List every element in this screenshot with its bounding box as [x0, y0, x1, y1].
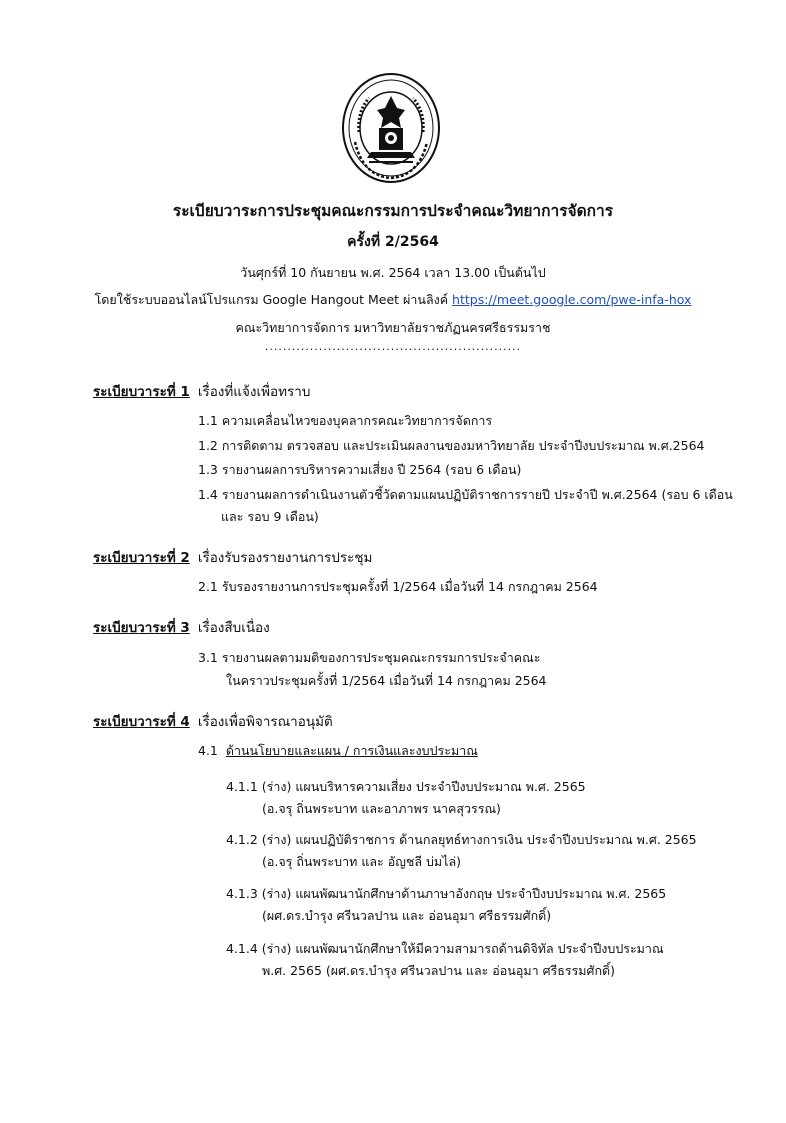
faculty-line: คณะวิทยาการจัดการ มหาวิทยาลัยราชภัฏนครศรีธรรมราช [235, 320, 551, 335]
agenda-item-continued: พ.ศ. 2565 (ผศ.ดร.บำรุง ศรีนวลปาน และ อ่อนอุมา ศรีธรรมศักดิ์) [262, 963, 616, 978]
agenda-3-label: ระเบียบวาระที่ 3 [93, 620, 190, 636]
online-meeting-prefix: โดยใช้ระบบออนไลน์โปรแกรม Google Hangout Meet ผ่านลิงค์ [94, 292, 453, 307]
agenda-2-title: เรื่องรับรองรายงานการประชุม [197, 550, 373, 566]
agenda-3-title: เรื่องสืบเนื่อง [197, 620, 270, 636]
section-number: 4.1 [198, 743, 218, 758]
agenda-item: 4.1.3 (ร่าง) แผนพัฒนานักศึกษาด้านภาษาอังกฤษ ประจำปีงบประมาณ พ.ศ. 2565 [226, 886, 667, 901]
agenda-item: 4.1.4 (ร่าง) แผนพัฒนานักศึกษาให้มีความสามารถด้านดิจิทัล ประจำปีงบประมาณ [226, 941, 664, 956]
agenda-1-title: เรื่องที่แจ้งเพื่อทราบ [197, 384, 311, 400]
agenda-3-heading [93, 616, 270, 638]
agenda-1-label: ระเบียบวาระที่ 1 [93, 384, 190, 400]
session-number: ครั้งที่ 2/2564 [347, 234, 439, 250]
agenda-item: 4.1.1 (ร่าง) แผนบริหารความเสี่ยง ประจำปีงบประมาณ พ.ศ. 2565 [226, 779, 586, 794]
document-title: ระเบียบวาระการประชุมคณะกรรมการประจำคณะวิทยาการจัดการ [172, 202, 614, 220]
agenda-item: 1.3 รายงานผลการบริหารความเสี่ยง ปี 2564 (รอบ 6 เดือน) [198, 462, 522, 477]
university-seal-icon [339, 72, 443, 194]
agenda-item: 1.4 รายงานผลการดำเนินงานตัวชี้วัดตามแผนปฏิบัติราชการรายปี ประจำปี พ.ศ.2564 (รอบ 6 เดือน [198, 487, 733, 502]
agenda-2-label: ระเบียบวาระที่ 2 [93, 550, 190, 566]
agenda-1-heading [93, 380, 310, 402]
agenda-item: 3.1 รายงานผลตามมติของการประชุมคณะกรรมการประจำคณะ [198, 650, 541, 665]
agenda-item: 2.1 รับรองรายงานการประชุมครั้งที่ 1/2564 เมื่อวันที่ 14 กรกฎาคม 2564 [198, 579, 598, 594]
agenda-item: 1.2 การติดตาม ตรวจสอบ และประเมินผลงานของมหาวิทยาลัย ประจำปีงบประมาณ พ.ศ.2564 [198, 438, 705, 453]
online-meeting-line [0, 290, 786, 310]
meeting-link[interactable]: https://meet.google.com/pwe-infa-hox [452, 292, 692, 307]
section-title: ด้านนโยบายและแผน / การเงินและงบประมาณ [225, 743, 478, 758]
agenda-item-continued: และ รอบ 9 เดือน) [221, 509, 319, 524]
dotted-divider: ......................................................... [264, 340, 522, 353]
agenda-4-title: เรื่องเพื่อพิจารณาอนุมัติ [197, 714, 333, 730]
agenda-item-continued: (อ.จรุ ถิ่นพระบาท และ อัญชลี บ่มไล่) [262, 854, 461, 869]
section-4-1-heading [198, 741, 478, 761]
agenda-2-heading [93, 546, 372, 568]
agenda-item-continued: ในคราวประชุมครั้งที่ 1/2564 เมื่อวันที่ 14 กรกฎาคม 2564 [226, 673, 547, 688]
agenda-4-label: ระเบียบวาระที่ 4 [93, 714, 190, 730]
agenda-item-continued: (ผศ.ดร.บำรุง ศรีนวลปาน และ อ่อนอุมา ศรีธรรมศักดิ์) [262, 908, 552, 923]
agenda-item: 1.1 ความเคลื่อนไหวของบุคลากรคณะวิทยาการจัดการ [198, 413, 493, 428]
meeting-date: วันศุกร์ที่ 10 กันยายน พ.ศ. 2564 เวลา 13.00 เป็นต้นไป [240, 265, 546, 280]
agenda-4-heading [93, 710, 333, 732]
agenda-item-continued: (อ.จรุ ถิ่นพระบาท และอาภาพร นาคสุวรรณ) [262, 801, 501, 816]
agenda-item: 4.1.2 (ร่าง) แผนปฏิบัติราชการ ด้านกลยุทธ์ทางการเงิน ประจำปีงบประมาณ พ.ศ. 2565 [226, 832, 697, 847]
